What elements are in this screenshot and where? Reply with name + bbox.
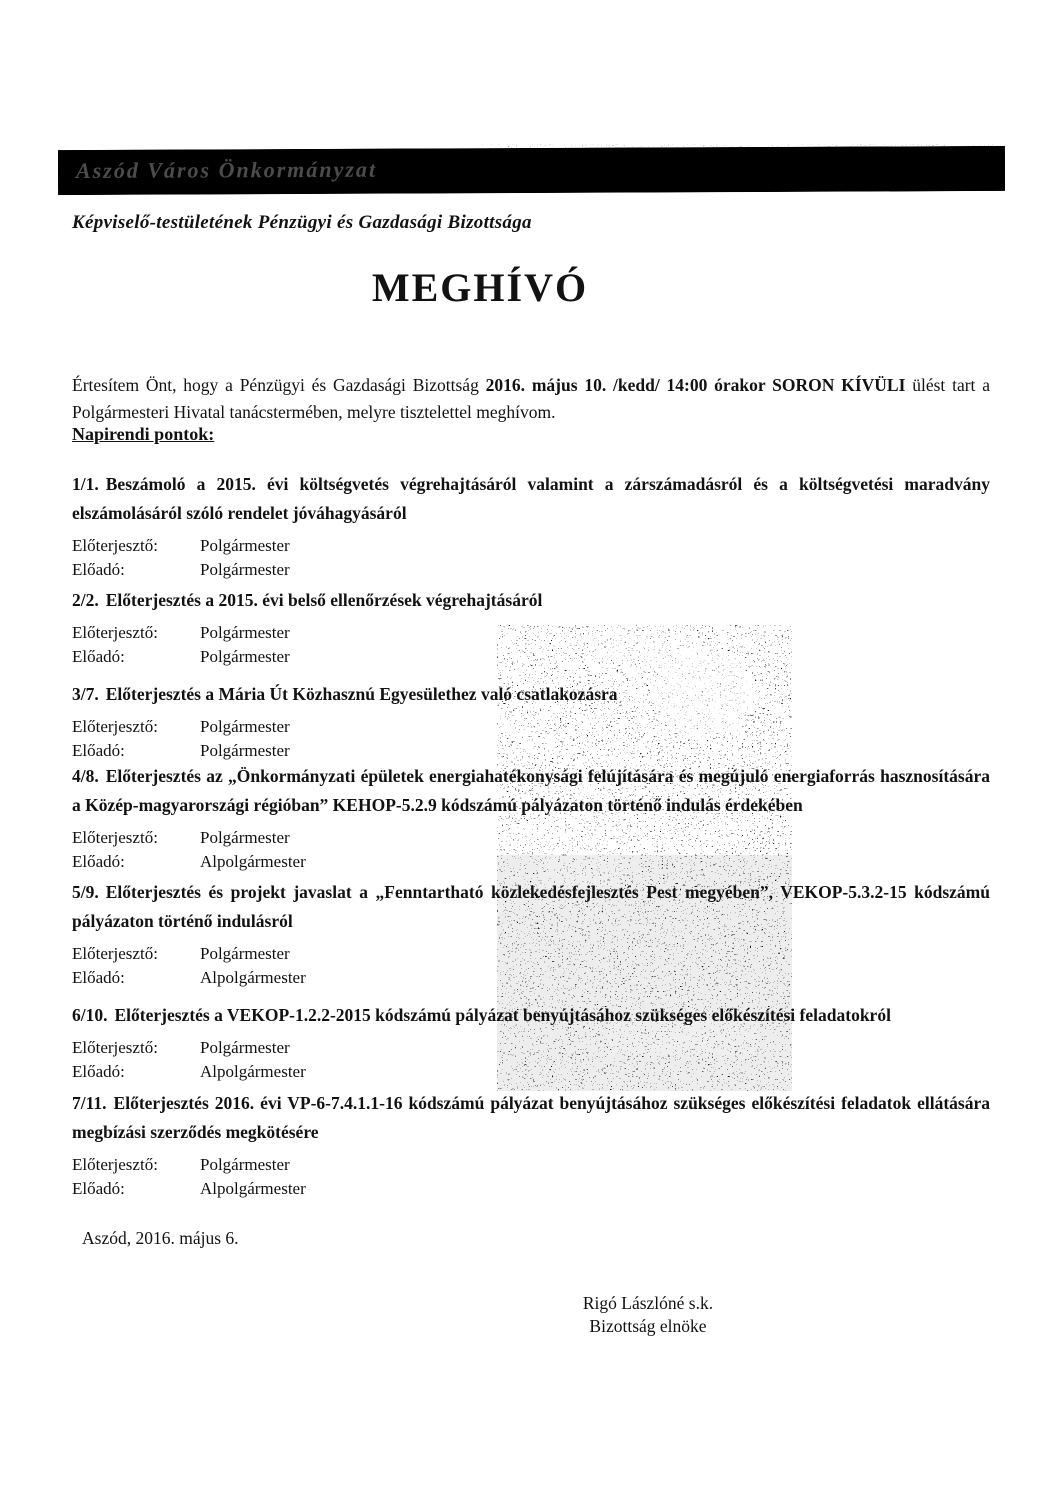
speaker-row — [72, 558, 990, 582]
invitation-paragraph — [72, 372, 990, 426]
agenda-item-text: Beszámoló a 2015. évi költségvetés végrehajtásáról valamint a zárszámadásról és a költségvetési maradvány elszámolásáról szóló rendelet jóváhagyásáról — [72, 474, 990, 523]
presenter-row — [72, 1036, 990, 1060]
meeting-datetime-bold: 2016. május 10. /kedd/ 14:00 órakor SORON KÍVÜLI — [485, 374, 906, 395]
presenter-label: Előterjesztő: — [72, 944, 158, 963]
document-title: MEGHÍVÓ — [371, 265, 589, 310]
speaker-row — [72, 1060, 990, 1084]
agenda-item-title — [72, 878, 990, 936]
agenda-item-7 — [72, 1089, 990, 1201]
intro-text-start: Értesítem Önt, hogy a Pénzügyi és Gazdasági Bizottság — [72, 374, 486, 395]
signatory-name: Rigó Lászlóné s.k. — [582, 1293, 714, 1313]
agenda-item-3 — [72, 680, 990, 763]
agenda-item-number: 7/11. — [72, 1093, 107, 1113]
presenter-row — [72, 942, 990, 966]
intro-text-end: ülést tart a Polgármesteri Hivatal tanácstermében, melyre tisztelettel meghívom. — [72, 374, 990, 422]
speaker-row — [72, 739, 990, 763]
agenda-item-6 — [72, 1001, 990, 1084]
presenter-value: Polgármester — [200, 828, 290, 847]
agenda-item-text: Előterjesztés az „Önkormányzati épületek energiahatékonysági felújítására és megújuló energiaforrás hasznosítására a Közép-magyarországi régióban” KEHOP-5.2.9 kódszámú pályázaton történő indulás érdekében — [72, 766, 990, 815]
agenda-item-text: Előterjesztés a 2015. évi belső ellenőrzések végrehajtásáról — [105, 590, 543, 610]
agenda-item-text: Előterjesztés 2016. évi VP-6-7.4.1.1-16 kódszámú pályázat benyújtásához szükséges előkészítési feladatok ellátására megbízási szerződés megkötésére — [72, 1093, 990, 1142]
agenda-item-5 — [72, 878, 990, 990]
speaker-row — [72, 1177, 990, 1201]
speaker-label: Előadó: — [72, 560, 125, 579]
presenter-label: Előterjesztő: — [72, 1038, 158, 1057]
agenda-item-title — [72, 470, 990, 528]
signature-block — [528, 1292, 768, 1338]
committee-subtitle: Képviselő-testületének Pénzügyi és Gazdasági Bizottsága — [72, 212, 532, 233]
speaker-label: Előadó: — [72, 852, 125, 871]
presenter-row — [72, 621, 990, 645]
presenter-value: Polgármester — [200, 623, 290, 642]
agenda-item-title — [72, 680, 990, 709]
agenda-item-number: 4/8. — [72, 766, 99, 786]
agenda-heading: Napirendi pontok: — [72, 424, 215, 444]
speaker-value: Alpolgármester — [200, 968, 306, 987]
presenter-label: Előterjesztő: — [72, 828, 158, 847]
agenda-item-number: 3/7. — [72, 684, 99, 704]
presenter-label: Előterjesztő: — [72, 717, 158, 736]
presenter-value: Polgármester — [200, 717, 290, 736]
presenter-value: Polgármester — [200, 944, 290, 963]
document-date: Aszód, 2016. május 6. — [82, 1228, 239, 1248]
speaker-value: Polgármester — [200, 647, 290, 666]
agenda-item-4 — [72, 762, 990, 874]
agenda-item-2 — [72, 586, 990, 669]
presenter-label: Előterjesztő: — [72, 536, 158, 555]
speaker-label: Előadó: — [72, 1062, 125, 1081]
agenda-item-title — [72, 1089, 990, 1147]
speaker-value: Polgármester — [200, 741, 290, 760]
agenda-item-title — [72, 1001, 990, 1030]
presenter-row — [72, 715, 990, 739]
speaker-row — [72, 645, 990, 669]
presenter-value: Polgármester — [200, 536, 290, 555]
speaker-value: Polgármester — [200, 560, 290, 579]
agenda-item-number: 5/9. — [72, 882, 99, 902]
speaker-label: Előadó: — [72, 968, 125, 987]
speaker-row — [72, 966, 990, 990]
presenter-value: Polgármester — [200, 1038, 290, 1057]
agenda-item-number: 1/1. — [72, 474, 99, 494]
header-banner — [58, 146, 1005, 195]
speaker-value: Alpolgármester — [200, 1062, 306, 1081]
presenter-row — [72, 1153, 990, 1177]
presenter-label: Előterjesztő: — [72, 623, 158, 642]
agenda-item-text: Előterjesztés a Mária Út Közhasznú Egyesülethez való csatlakozásra — [105, 684, 618, 704]
speaker-value: Alpolgármester — [200, 852, 306, 871]
agenda-item-number: 2/2. — [72, 590, 99, 610]
speaker-label: Előadó: — [72, 741, 125, 760]
agenda-item-text: Előterjesztés a VEKOP-1.2.2-2015 kódszámú pályázat benyújtásához szükséges előkészítési feladatokról — [114, 1005, 891, 1025]
organization-name: Aszód Város Önkormányzat — [75, 156, 378, 183]
agenda-item-title — [72, 586, 990, 615]
presenter-value: Polgármester — [200, 1155, 290, 1174]
speaker-value: Alpolgármester — [200, 1179, 306, 1198]
agenda-item-number: 6/10. — [72, 1005, 108, 1025]
presenter-label: Előterjesztő: — [72, 1155, 158, 1174]
presenter-row — [72, 826, 990, 850]
speaker-label: Előadó: — [72, 647, 125, 666]
signatory-role: Bizottság elnöke — [589, 1316, 707, 1336]
agenda-item-title — [72, 762, 990, 820]
presenter-row — [72, 534, 990, 558]
speaker-label: Előadó: — [72, 1179, 125, 1198]
agenda-item-1 — [72, 470, 990, 582]
speaker-row — [72, 850, 990, 874]
agenda-item-text: Előterjesztés és projekt javaslat a „Fenntartható közlekedésfejlesztés Pest megyében”, VEKOP-5.3.2-15 kódszámú pályázaton történő indulásról — [72, 882, 990, 931]
